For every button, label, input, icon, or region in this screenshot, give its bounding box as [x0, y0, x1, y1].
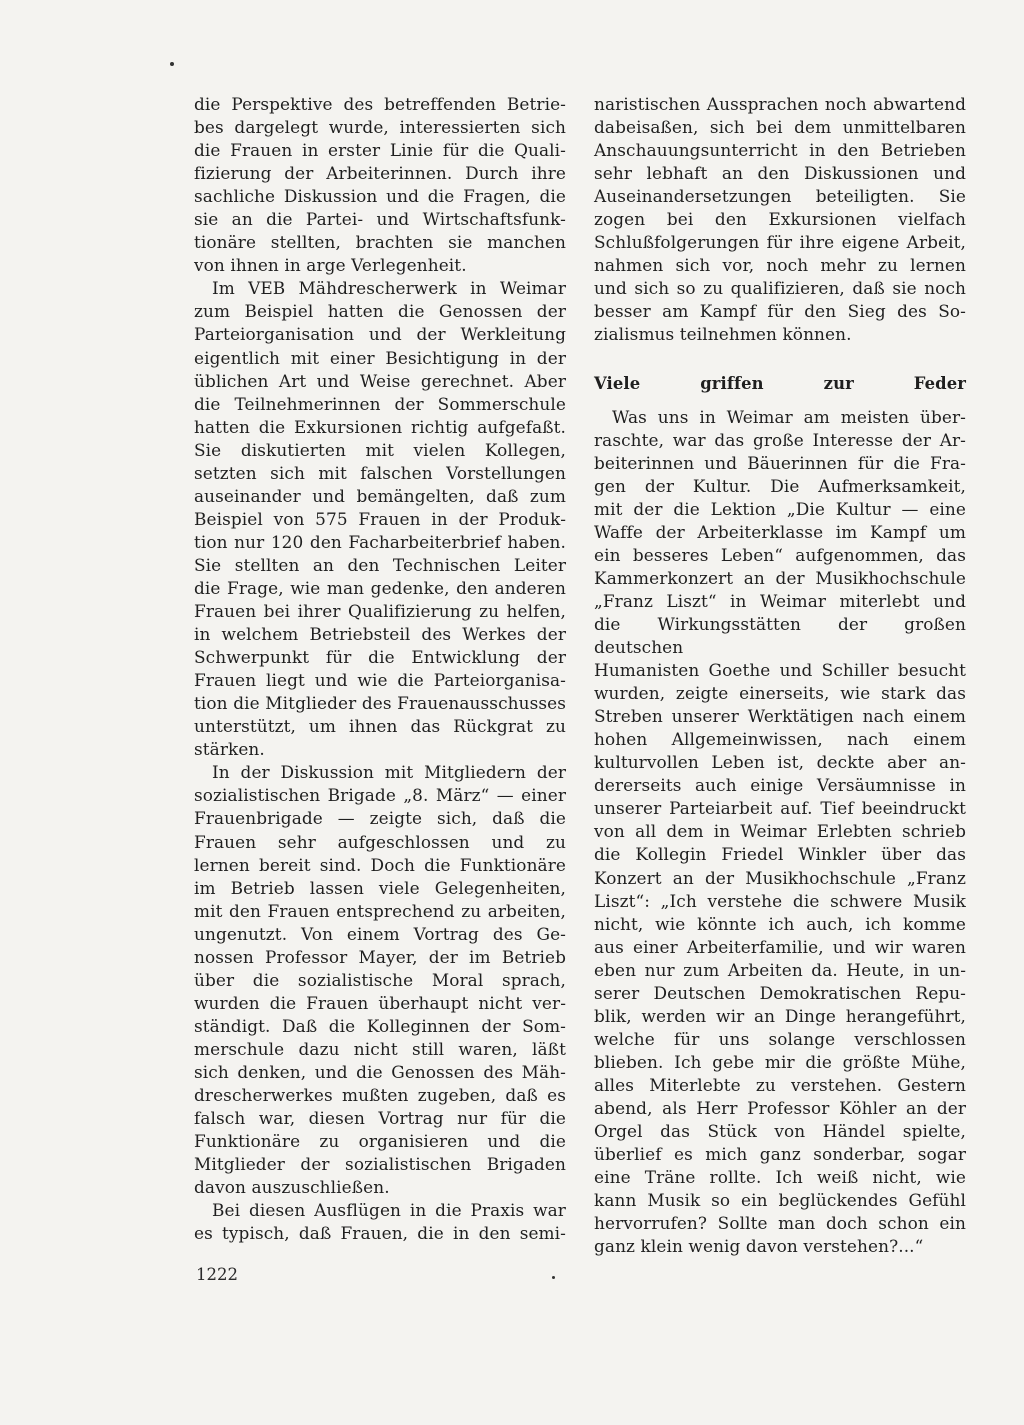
text-line: alles Miterlebte zu verstehen. Gestern: [594, 1074, 966, 1095]
right-column: [594, 93, 966, 1258]
text-line: Frauen bei ihrer Qualifizierung zu helfen,: [194, 601, 566, 622]
text-line: eigentlich mit einer Besichtigung in der: [194, 347, 566, 368]
text-line: tion die Mitglieder des Frauenausschusses: [194, 693, 566, 714]
text-line: Anschauungsunterricht in den Betrieben: [594, 140, 966, 161]
text-line: zogen bei den Exkursionen vielfach: [594, 209, 966, 230]
scan-speck: [552, 1276, 555, 1279]
text-line: von all dem in Weimar Erlebten schrieb: [594, 821, 966, 842]
text-line: üblichen Art und Weise gerechnet. Aber: [194, 370, 566, 391]
text-line: ein besseres Leben“ aufgenommen, das: [594, 544, 966, 565]
section-spacer: [594, 395, 966, 406]
text-line: eine Träne rollte. Ich weiß nicht, wie: [594, 1167, 966, 1188]
page-number: 1222: [196, 1265, 238, 1284]
text-line: Funktionäre zu organisieren und die: [194, 1131, 566, 1152]
text-line: davon auszuschließen.: [194, 1177, 390, 1198]
text-line: wurden die Frauen überhaupt nicht ver-: [194, 992, 566, 1013]
text-line: Orgel das Stück von Händel spielte,: [594, 1121, 966, 1142]
text-line: Humanisten Goethe und Schiller besucht: [594, 660, 966, 681]
text-line: unserer Parteiarbeit auf. Tief beeindruckt: [594, 798, 966, 819]
text-line: kulturvollen Leben ist, deckte aber an-: [594, 752, 966, 773]
text-line: hohen Allgemeinwissen, nach einem: [594, 729, 966, 750]
text-line: mit der die Lektion „Die Kultur — eine: [594, 498, 966, 519]
text-line: „Franz Liszt“ in Weimar miterlebt und: [594, 590, 966, 611]
text-line: es typisch, daß Frauen, die in den semi-: [194, 1223, 566, 1244]
text-line: setzten sich mit falschen Vorstellungen: [194, 462, 566, 483]
text-line: Beispiel von 575 Frauen in der Produk-: [194, 508, 566, 529]
text-line: Was uns in Weimar am meisten über-: [612, 406, 966, 427]
text-line: sozialistischen Brigade „8. März“ — einer: [194, 785, 566, 806]
text-line: sich denken, und die Genossen des Mäh-: [194, 1061, 566, 1082]
text-line: Konzert an der Musikhochschule „Franz: [594, 867, 966, 888]
text-line: besser am Kampf für den Sieg des So-: [594, 301, 966, 322]
text-line: die Perspektive des betreffenden Betrie-: [194, 94, 566, 114]
text-line: Sie diskutierten mit vielen Kollegen,: [194, 439, 566, 460]
text-line: aus einer Arbeiterfamilie, und wir waren: [594, 936, 966, 957]
text-line: ständigt. Daß die Kolleginnen der Som-: [194, 1015, 566, 1036]
text-line: zum Beispiel hatten die Genossen der: [194, 301, 566, 322]
text-line: Parteiorganisation und der Werkleitung: [194, 324, 566, 345]
text-line: tion nur 120 den Facharbeiterbrief haben.: [194, 531, 566, 552]
scan-speck: [170, 62, 174, 66]
text-line: raschte, war das große Interesse der Ar-: [594, 429, 966, 450]
left-column: [194, 93, 566, 1245]
text-line: über die sozialistische Moral sprach,: [194, 969, 566, 990]
text-line: nicht, wie könnte ich auch, ich komme: [594, 913, 966, 934]
text-line: nahmen sich vor, noch mehr zu lernen: [594, 255, 966, 276]
text-line: bes dargelegt wurde, interessierten sich: [194, 117, 566, 138]
text-line: blieben. Ich gebe mir die größte Mühe,: [594, 1051, 966, 1072]
text-line: Mitglieder der sozialistischen Brigaden: [194, 1154, 566, 1175]
text-line: naristischen Aussprachen noch abwartend: [594, 94, 966, 114]
text-line: hatten die Exkursionen richtig aufgefaßt.: [194, 416, 566, 437]
text-line: welche für uns solange verschlossen: [594, 1028, 966, 1049]
text-line: Frauenbrigade — zeigte sich, daß die: [194, 808, 566, 829]
text-line: gen der Kultur. Die Aufmerksamkeit,: [594, 475, 966, 496]
text-line: Streben unserer Werktätigen nach einem: [594, 706, 966, 727]
text-line: die Kollegin Friedel Winkler über das: [594, 844, 966, 865]
text-line: sachliche Diskussion und die Fragen, die: [194, 186, 566, 207]
text-line: zialismus teilnehmen können.: [594, 324, 852, 345]
text-line: die Frauen in erster Linie für die Quali-: [194, 140, 566, 161]
text-line: Im VEB Mähdrescherwerk in Weimar: [212, 278, 566, 299]
text-line: fizierung der Arbeiterinnen. Durch ihre: [194, 163, 566, 184]
section-spacer: [594, 347, 966, 372]
text-line: Liszt“: „Ich verstehe die schwere Musik: [594, 890, 966, 911]
text-line: ganz klein wenig davon verstehen?...“: [594, 1236, 924, 1257]
section-heading: Viele griffen zur Feder: [594, 373, 966, 393]
text-line: eben nur zum Arbeiten da. Heute, in un-: [594, 959, 966, 980]
text-line: kann Musik so ein beglückendes Gefühl: [594, 1190, 966, 1211]
text-line: serer Deutschen Demokratischen Repu-: [594, 982, 966, 1003]
text-line: wurden, zeigte einerseits, wie stark das: [594, 683, 966, 704]
text-line: die Frage, wie man gedenke, den anderen: [194, 577, 566, 598]
text-line: merschule dazu nicht still waren, läßt: [194, 1038, 566, 1059]
text-line: Schlußfolgerungen für ihre eigene Arbeit,: [594, 232, 966, 253]
text-line: sehr lebhaft an den Diskussionen und: [594, 163, 966, 184]
text-line: in welchem Betriebsteil des Werkes der: [194, 624, 566, 645]
text-line: In der Diskussion mit Mitgliedern der: [212, 762, 566, 783]
text-line: Sie stellten an den Technischen Leiter: [194, 554, 566, 575]
text-line: drescherwerkes mußten zugeben, daß es: [194, 1085, 566, 1106]
text-line: falsch war, diesen Vortrag nur für die: [194, 1108, 566, 1129]
text-line: Auseinandersetzungen beteiligten. Sie: [594, 186, 966, 207]
text-line: Schwerpunkt für die Entwicklung der: [194, 647, 566, 668]
text-line: Frauen sehr aufgeschlossen und zu: [194, 831, 566, 852]
text-line: dererseits auch einige Versäumnisse in: [594, 775, 966, 796]
text-line: unterstützt, um ihnen das Rückgrat zu: [194, 716, 566, 737]
text-line: stärken.: [194, 739, 265, 760]
text-line: beiterinnen und Bäuerinnen für die Fra-: [594, 452, 966, 473]
text-line: Frauen liegt und wie die Parteiorganisa-: [194, 670, 566, 691]
text-line: Kammerkonzert an der Musikhochschule: [594, 567, 966, 588]
text-line: von ihnen in arge Verlegenheit.: [194, 255, 467, 276]
text-line: hervorrufen? Sollte man doch schon ein: [594, 1213, 966, 1234]
text-line: abend, als Herr Professor Köhler an der: [594, 1097, 966, 1118]
text-line: sie an die Partei- und Wirtschaftsfunk-: [194, 209, 566, 230]
text-line: lernen bereit sind. Doch die Funktionäre: [194, 854, 566, 875]
text-line: mit den Frauen entsprechend zu arbeiten,: [194, 900, 566, 921]
text-line: tionäre stellten, brachten sie manchen: [194, 232, 566, 253]
text-line: nossen Professor Mayer, der im Betrieb: [194, 946, 566, 967]
text-line: Waffe der Arbeiterklasse im Kampf um: [594, 521, 966, 542]
text-line: im Betrieb lassen viele Gelegenheiten,: [194, 877, 566, 898]
text-line: auseinander und bemängelten, daß zum: [194, 485, 566, 506]
text-line: dabeisaßen, sich bei dem unmittelbaren: [594, 117, 966, 138]
text-line: die Teilnehmerinnen der Sommerschule: [194, 393, 566, 414]
text-line: überlief es mich ganz sonderbar, sogar: [594, 1144, 966, 1165]
text-line: Bei diesen Ausflügen in die Praxis war: [212, 1200, 566, 1221]
text-line: die Wirkungsstätten der großen deutschen: [594, 613, 966, 658]
text-line: und sich so zu qualifizieren, daß sie noch: [594, 278, 966, 299]
text-line: ungenutzt. Von einem Vortrag des Ge-: [194, 923, 566, 944]
text-line: blik, werden wir an Dinge herangeführt,: [594, 1005, 966, 1026]
